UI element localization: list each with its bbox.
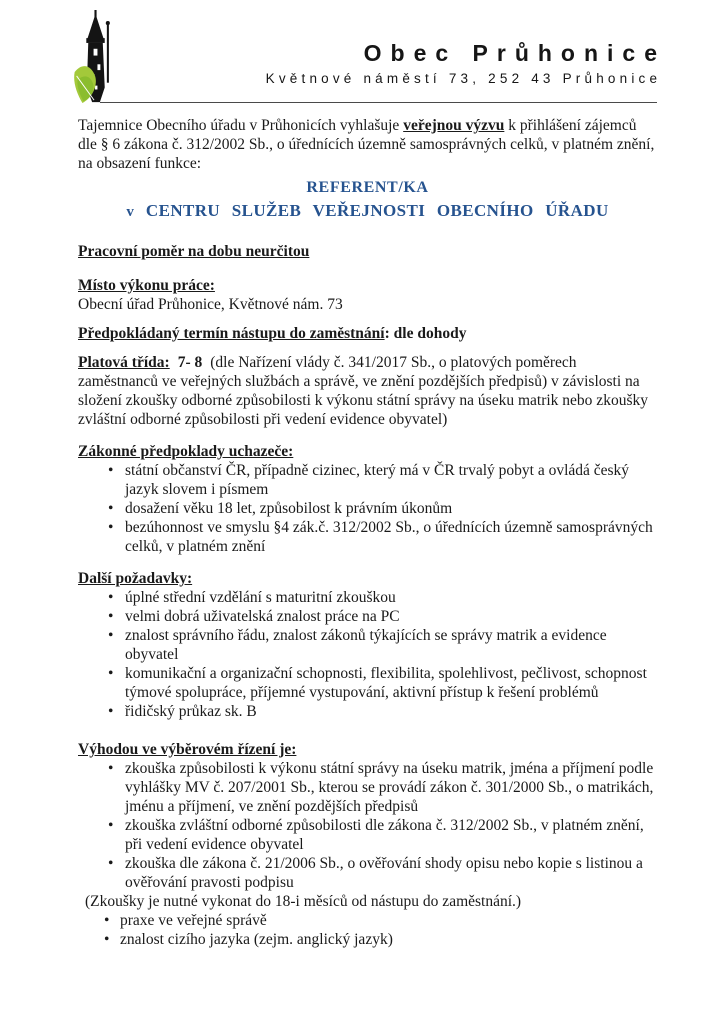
intro-paragraph: [78, 116, 657, 173]
start-date-heading: Předpokládaný termín nástupu do zaměstnání: [78, 325, 385, 342]
section-employment: [78, 242, 657, 261]
section-legal-requirements: [78, 442, 657, 556]
start-date-value: : dle dohody: [384, 325, 467, 342]
list-item: • dosažení věku 18 let, způsobilost k právním úkonům: [78, 499, 657, 518]
list-item: • zkouška dle zákona č. 21/2006 Sb., o ověřování shody opisu nebo kopie s listinou a ověřování pravosti podpisu: [78, 854, 657, 892]
other-requirements-heading: Další požadavky:: [78, 570, 193, 587]
letterhead-text: [265, 40, 666, 88]
list-item: • znalost správního řádu, znalost zákonů týkajících se správy matrik a evidence obyvatel: [78, 626, 657, 664]
advantages-heading: Výhodou ve výběrovém řízení je:: [78, 741, 297, 758]
salary-details: (dle Nařízení vlády č. 341/2017 Sb., o platových poměrech zaměstnanců ve veřejných službách a správě, ve znění pozdějších předpisů) v závislosti na složení zkoušky odborné způsobilosti k výkonu státní správy na úseku matrik nebo zkoušky zvláštní odborné způsobilosti při vedení evidence obyvatel): [78, 354, 648, 428]
intro-public-call-emphasis: veřejnou výzvu: [403, 117, 505, 134]
list-item: • bezúhonnost ve smyslu §4 zák.č. 312/2002 Sb., o úřednících územně samosprávných celků, v platném znění: [78, 518, 657, 556]
position-subtitle: [78, 200, 657, 223]
document-body: [78, 116, 657, 949]
employment-heading: Pracovní poměr na dobu neurčitou: [78, 243, 310, 260]
salary-paragraph: [78, 353, 657, 429]
section-workplace: [78, 276, 657, 314]
letterhead: [0, 0, 724, 106]
list-item: • velmi dobrá uživatelská znalost práce na PC: [78, 607, 657, 626]
intro-text-start: Tajemnice Obecního úřadu v Průhonicích vyhlašuje: [78, 117, 404, 134]
position-subtitle-text: CENTRU SLUŽEB VEŘEJNOSTI OBECNÍHO ÚŘADU: [145, 201, 609, 220]
list-item: • praxe ve veřejné správě: [78, 911, 657, 930]
list-item: • zkouška způsobilosti k výkonu státní správy na úseku matrik, jména a příjmení podle vyhlášky MV č. 207/2001 Sb., kterou se provádí zákon č. 301/2000 Sb., o matrikách, jménu a příjmení, ve znění pozdějších předpisů: [78, 759, 657, 816]
section-salary: [78, 353, 657, 429]
salary-heading: Platová třída:: [78, 354, 170, 371]
list-item: • státní občanství ČR, případně cizinec, který má v ČR trvalý pobyt a ovládá český jazyk slovem i písmem: [78, 461, 657, 499]
position-subtitle-prefix: v: [126, 204, 135, 220]
list-item: • řidičský průkaz sk. B: [78, 702, 657, 721]
exams-deadline-note: (Zkoušky je nutné vykonat do 18-i měsíců od nástupu do zaměstnání.): [85, 893, 522, 910]
header-divider: [100, 102, 657, 103]
position-title: REFERENT/KA: [306, 179, 429, 196]
section-advantages: [78, 740, 657, 949]
list-item: • znalost cizího jazyka (zejm. anglický jazyk): [78, 930, 657, 949]
intro-text-end: k přihlášení zájemců dle § 6 zákona č. 312/2002 Sb., o úřednících územně samosprávných celků, v platném znění, na obsazení funkce:: [78, 117, 655, 172]
org-name: Obec Průhonice: [363, 40, 666, 66]
list-item: • zkouška zvláštní odborné způsobilosti dle zákona č. 312/2002 Sb., v platném znění, při vedení evidence obyvatel: [78, 816, 657, 854]
section-other-requirements: [78, 569, 657, 721]
workplace-heading: Místo výkonu práce:: [78, 277, 215, 294]
salary-grade: 7- 8: [177, 354, 203, 371]
org-address: Květnové náměstí 73, 252 43 Průhonice: [265, 71, 662, 86]
section-start-date: [78, 324, 657, 343]
list-item: • úplné střední vzdělání s maturitní zkouškou: [78, 588, 657, 607]
legal-requirements-heading: Zákonné předpoklady uchazeče:: [78, 443, 294, 460]
pruhonice-tower-leaf-logo-icon: [74, 10, 118, 105]
list-item: • komunikační a organizační schopnosti, flexibilita, spolehlivost, pečlivost, schopnost týmové spolupráce, příjemné vystupování, aktivní přístup k řešení problémů: [78, 664, 657, 702]
workplace-value: Obecní úřad Průhonice, Květnové nám. 73: [78, 296, 343, 313]
